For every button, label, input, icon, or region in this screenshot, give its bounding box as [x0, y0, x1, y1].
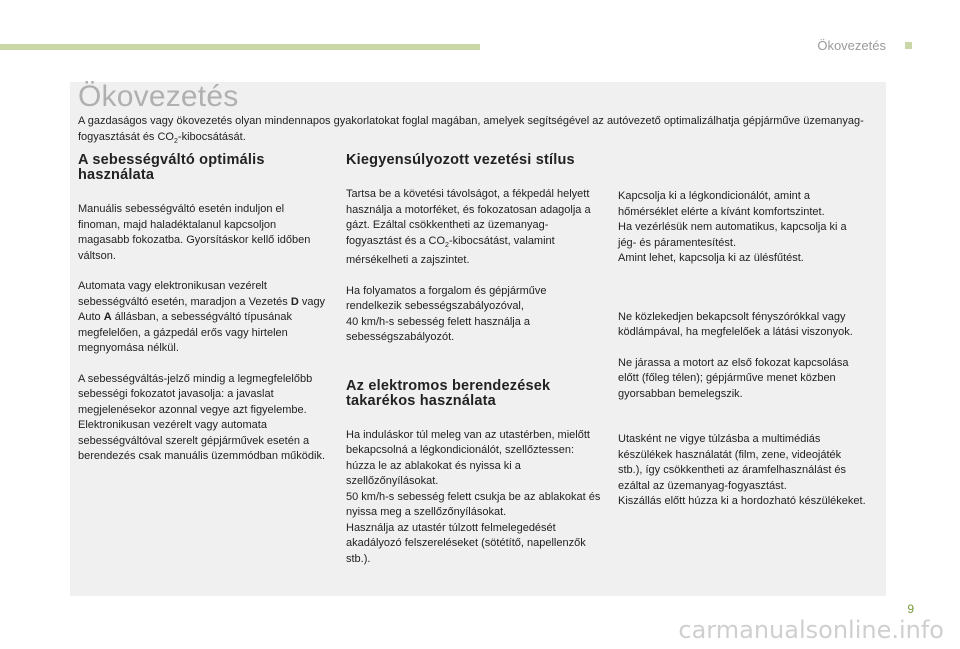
gearbox-paragraph-3: A sebességváltás-jelző mindig a legmegfelelőbb sebességi fokozatot javasolja: a javaslat megjelenésekor azonnal vegye azt figyelembe.: [78, 372, 313, 416]
intro-paragraph: [78, 113, 868, 150]
gearbox-paragraph-1: Manuális sebességváltó esetén induljon el finoman, majd haladéktalanul kapcsoljon magasabb fokozatba. Gyorsításkor kellő időben váltson.: [78, 203, 311, 262]
gearbox-paragraph-2: [78, 279, 328, 357]
intro-text-b: -kibocsátását.: [177, 131, 246, 143]
page-number: 9: [907, 602, 914, 616]
gearbox-p2-text-c: állásban, a sebességváltó típusának megfelelően, a gázpedál erős vagy hirtelen megnyomása nélkül.: [78, 311, 293, 354]
gearbox-p2-text-b: vagy Auto: [78, 295, 326, 323]
driving-paragraph-2: Ha folyamatos a forgalom és gépjárműve rendelkezik sebességszabályozóval,: [346, 284, 547, 313]
electrical-paragraph-7: Ne közlekedjen bekapcsolt fényszórókkal vagy ködlámpával, ha megfelelőek a látási viszonyok.: [618, 310, 853, 338]
column-gearbox: [78, 153, 328, 465]
driving-p1-subscript: 2: [445, 241, 449, 249]
driving-paragraph-3: 40 km/h-s sebesség felett használja a sebességszabályozót.: [346, 315, 531, 344]
column-driving-style: [346, 153, 601, 567]
section-header-title: Ökovezetés: [817, 38, 886, 53]
electrical-paragraph-6: Amint lehet, kapcsolja ki az ülésfűtést.: [618, 252, 804, 264]
electrical-paragraph-5: Ha vezérlésük nem automatikus, kapcsolja ki a jég- és páramentesítést.: [618, 221, 847, 249]
column-electrical-continued: [618, 189, 866, 510]
gearbox-paragraph-4: Elektronikusan vezérelt vagy automata sebességváltóval szerelt gépjárművek esetén a berendezés csak manuális üzemmódban működik.: [78, 419, 326, 462]
electrical-paragraph-10: Kiszállás előtt húzza ki a hordozható készülékeket.: [618, 495, 866, 507]
gear-d-label: D: [290, 295, 299, 308]
electrical-paragraph-3: Használja az utastér túlzott felmelegedését akadályozó felszereléseket (sötétítő, napellenzők stb.).: [346, 521, 586, 565]
electrical-paragraph-2: 50 km/h-s sebesség felett csukja be az ablakokat és nyissa meg a szellőzőnyílásokat.: [346, 490, 601, 519]
heading-electrical: Az elektromos berendezések takarékos használata: [346, 377, 551, 409]
driving-p1-text-a: Tartsa be a követési távolságot, a fékpedál helyett használja a motorféket, és fokozatosan adagolja a gázt. Ezáltal csökkentheti az üzemanyag-fogyasztást és a CO: [346, 188, 591, 247]
header-square-marker: [905, 42, 912, 49]
intro-text-a: A gazdaságos vagy ökovezetés olyan mindennapos gyakorlatokat foglal magában, amelyek segítségével az autóvezető optimalizálhatja gépjárműve üzemanyag-fogyasztását és CO: [78, 115, 864, 143]
header-accent-bar: [0, 44, 480, 50]
electrical-paragraph-4: Kapcsolja ki a légkondicionálót, amint a hőmérséklet elérte a kívánt komfortszintet.: [618, 190, 825, 218]
heading-gearbox: A sebességváltó optimális használata: [78, 152, 265, 183]
gearbox-p2-text-a: Automata vagy elektronikusan vezérelt sebességváltó esetén, maradjon a Vezetés: [78, 280, 291, 308]
watermark-text: carmanualsonline.info: [678, 616, 944, 644]
gear-a-label: A: [103, 311, 112, 323]
electrical-paragraph-8: Ne járassa a motort az első fokozat kapcsolása előtt (főleg télen); gépjárműve menet közben gyorsabban bemelegszik.: [618, 356, 849, 400]
electrical-paragraph-9: Utasként ne vigye túlzásba a multimédiás készülékek használatát (film, zene, videojáték stb.), így csökkentheti az áramfelhasználást és ezáltal az üzemanyag-fogyasztást.: [618, 433, 847, 492]
electrical-paragraph-1: Ha induláskor túl meleg van az utastérben, mielőtt bekapcsolná a légkondicionálót, szellőztessen: húzza le az ablakokat és nyissa ki a szellőzőnyílásokat.: [346, 428, 590, 488]
heading-driving-style: Kiegyensúlyozott vezetési stílus: [346, 152, 575, 168]
driving-paragraph-1: [346, 187, 601, 269]
driving-p1-text-b: -kibocsátást, valamint mérsékelheti a zajszintet.: [346, 234, 555, 267]
page-title: Ökovezetés: [78, 80, 239, 113]
intro-subscript: 2: [174, 138, 178, 146]
